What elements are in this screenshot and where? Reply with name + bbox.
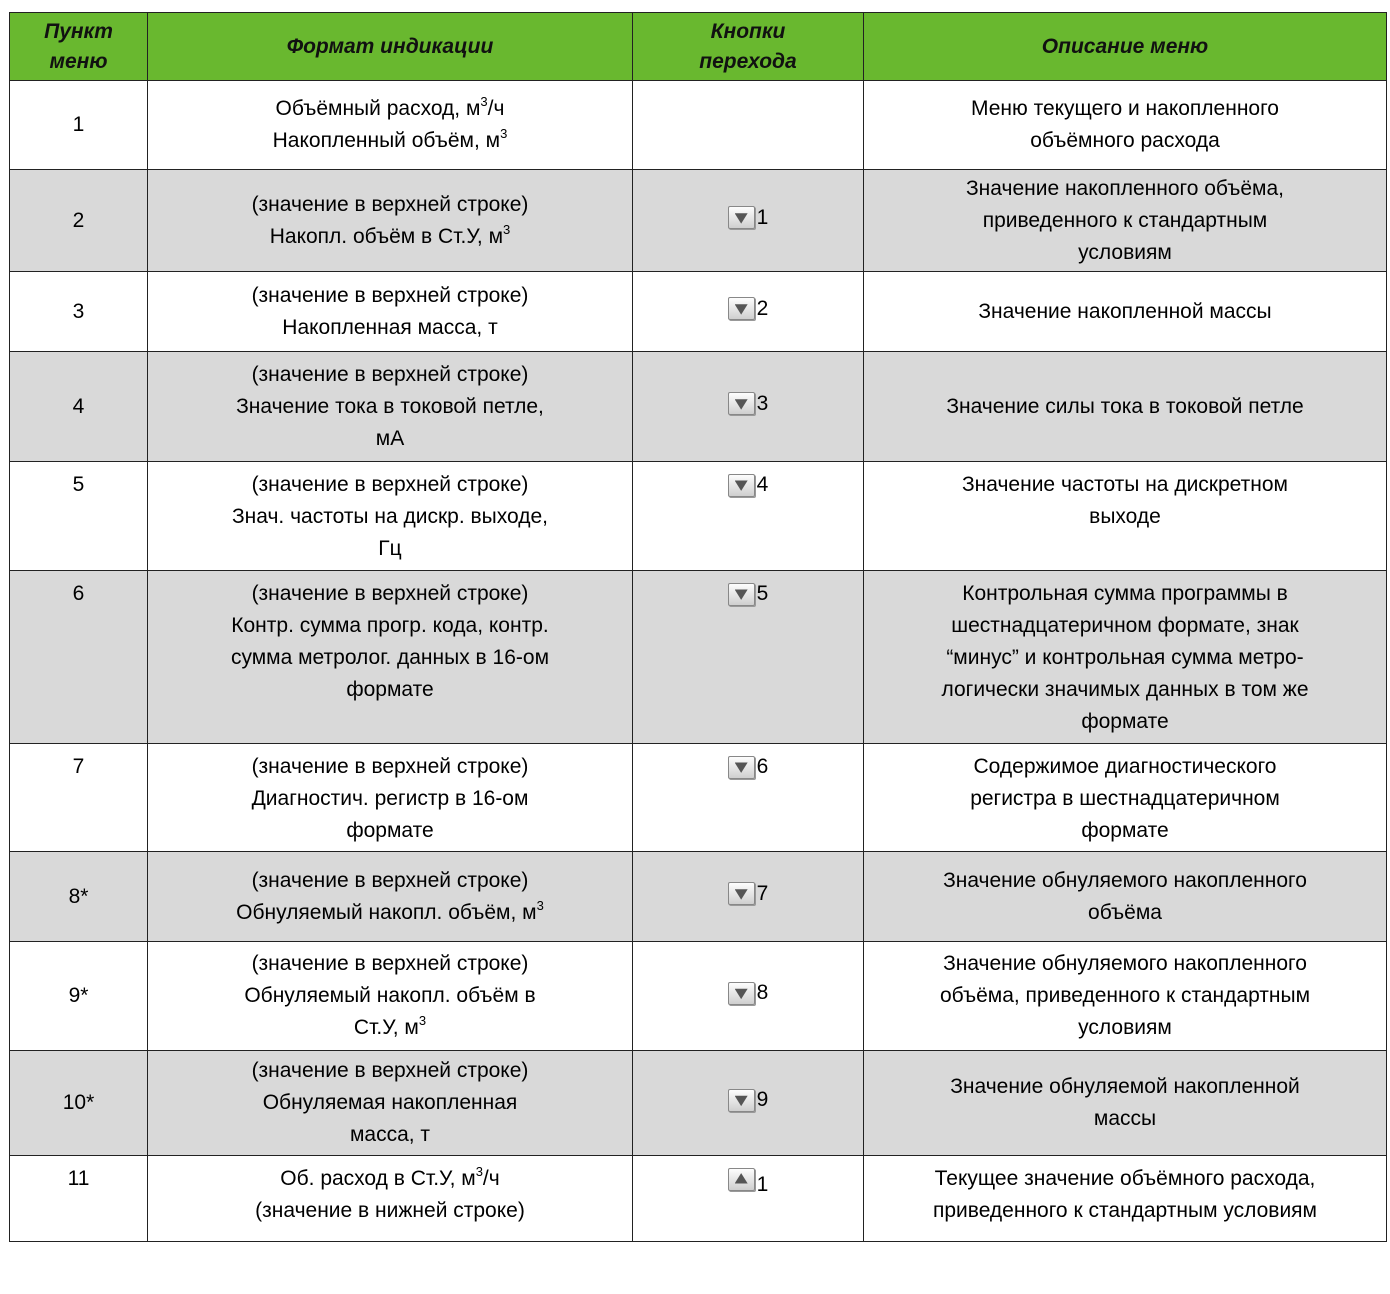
menu-table bbox=[9, 12, 1387, 1242]
menu-description: Контрольная сумма программы в шестнадцатеричном формате, знак “минус” и контрольная сумма метро- логически значимых данных в том же формате bbox=[864, 571, 1387, 744]
table-row bbox=[10, 170, 1387, 272]
menu-description: Значение обнуляемого накопленного объёма bbox=[864, 852, 1387, 942]
table-row bbox=[10, 81, 1387, 170]
transition-button[interactable]: 9 bbox=[728, 1084, 769, 1116]
table-row bbox=[10, 352, 1387, 462]
transition-button[interactable]: 4 bbox=[728, 469, 769, 501]
display-format: (значение в верхней строке) Знач. частоты на дискр. выходе, Гц bbox=[148, 462, 633, 571]
transition-button[interactable]: 5 bbox=[728, 578, 769, 610]
display-format bbox=[148, 81, 633, 170]
transition-button-cell bbox=[633, 170, 864, 272]
menu-item-number: 9* bbox=[10, 942, 148, 1051]
menu-description: Значение накопленной массы bbox=[864, 272, 1387, 352]
display-format: (значение в верхней строке) Значение тока в токовой петле, мА bbox=[148, 352, 633, 462]
header-row bbox=[10, 13, 1387, 81]
transition-button[interactable]: 2 bbox=[728, 293, 769, 325]
display-format: Об. расход в Ст.У, $м^3/ч$ (значение в нижней строке) bbox=[148, 1156, 633, 1242]
format-line: Объёмный расход, $м^3/ч$ bbox=[275, 94, 505, 120]
menu-item-number: 1 bbox=[10, 81, 148, 170]
display-format: (значение в верхней строке) Обнуляемый накопл. объём в Ст.У, $м^3$ bbox=[148, 942, 633, 1051]
transition-button-cell bbox=[633, 1051, 864, 1156]
arrow-down-key-icon bbox=[728, 982, 755, 1005]
menu-description: Содержимое диагностического регистра в шестнадцатеричном формате bbox=[864, 744, 1387, 852]
transition-button[interactable]: 7 bbox=[728, 878, 769, 910]
arrow-down-key-icon bbox=[728, 206, 755, 229]
transition-button-cell bbox=[633, 942, 864, 1051]
table-row bbox=[10, 571, 1387, 744]
transition-button[interactable]: 8 bbox=[728, 977, 769, 1009]
transition-button[interactable]: 1 bbox=[728, 202, 769, 234]
display-format: (значение в верхней строке) Обнуляемая накопленная масса, т bbox=[148, 1051, 633, 1156]
display-format: (значение в верхней строке) Контр. сумма прогр. кода, контр. сумма метролог. данных в 16-ом формате bbox=[148, 571, 633, 744]
menu-item-number: 4 bbox=[10, 352, 148, 462]
transition-button[interactable]: 6 bbox=[728, 751, 769, 783]
transition-button-cell bbox=[633, 272, 864, 352]
menu-item-number: 5 bbox=[10, 462, 148, 571]
menu-description: Значение обнуляемой накопленной массы bbox=[864, 1051, 1387, 1156]
menu-description: Значение частоты на дискретном выходе bbox=[864, 462, 1387, 571]
transition-button[interactable]: 1 bbox=[728, 1163, 769, 1195]
menu-item-number: 6 bbox=[10, 571, 148, 744]
table-row bbox=[10, 942, 1387, 1051]
arrow-down-key-icon bbox=[728, 297, 755, 320]
arrow-down-key-icon bbox=[728, 882, 755, 905]
menu-item-number: 7 bbox=[10, 744, 148, 852]
menu-description: Меню текущего и накопленного объёмного расхода bbox=[864, 81, 1387, 170]
arrow-down-key-icon bbox=[728, 583, 755, 606]
transition-button-cell bbox=[633, 571, 864, 744]
table-row bbox=[10, 1051, 1387, 1156]
menu-item-number: 11 bbox=[10, 1156, 148, 1242]
display-format: (значение в верхней строке) Диагностич. регистр в 16-ом формате bbox=[148, 744, 633, 852]
display-format: (значение в верхней строке) Накопл. объём в Ст.У, $м^3$ bbox=[148, 170, 633, 272]
header-item: Пункт меню bbox=[10, 13, 148, 81]
transition-button-cell bbox=[633, 352, 864, 462]
format-line: Накопленный объём, $м^3$ bbox=[272, 126, 508, 152]
arrow-down-key-icon bbox=[728, 1089, 755, 1112]
transition-button[interactable]: 3 bbox=[728, 388, 769, 420]
header-description: Описание меню bbox=[864, 13, 1387, 81]
header-format: Формат индикации bbox=[148, 13, 633, 81]
transition-button-cell bbox=[633, 462, 864, 571]
arrow-down-key-icon bbox=[728, 756, 755, 779]
arrow-down-key-icon bbox=[728, 474, 755, 497]
menu-description: Значение силы тока в токовой петле bbox=[864, 352, 1387, 462]
display-format: (значение в верхней строке) Накопленная масса, т bbox=[148, 272, 633, 352]
arrow-down-key-icon bbox=[728, 392, 755, 415]
menu-description: Значение обнуляемого накопленного объёма, приведенного к стандартным условиям bbox=[864, 942, 1387, 1051]
menu-item-number: 10* bbox=[10, 1051, 148, 1156]
header-buttons: Кнопки перехода bbox=[633, 13, 864, 81]
menu-item-number: 8* bbox=[10, 852, 148, 942]
table-row bbox=[10, 852, 1387, 942]
table-row bbox=[10, 272, 1387, 352]
menu-description: Текущее значение объёмного расхода, приведенного к стандартным условиям bbox=[864, 1156, 1387, 1242]
display-format: (значение в верхней строке) Обнуляемый накопл. объём, $м^3$ bbox=[148, 852, 633, 942]
arrow-up-key-icon bbox=[728, 1168, 755, 1191]
transition-button-cell bbox=[633, 81, 864, 170]
menu-description: Значение накопленного объёма, приведенного к стандартным условиям bbox=[864, 170, 1387, 272]
transition-button-cell bbox=[633, 852, 864, 942]
table-row bbox=[10, 744, 1387, 852]
menu-item-number: 3 bbox=[10, 272, 148, 352]
menu-item-number: 2 bbox=[10, 170, 148, 272]
transition-button-cell bbox=[633, 1156, 864, 1242]
transition-button-cell bbox=[633, 744, 864, 852]
table-row bbox=[10, 462, 1387, 571]
table-row bbox=[10, 1156, 1387, 1242]
